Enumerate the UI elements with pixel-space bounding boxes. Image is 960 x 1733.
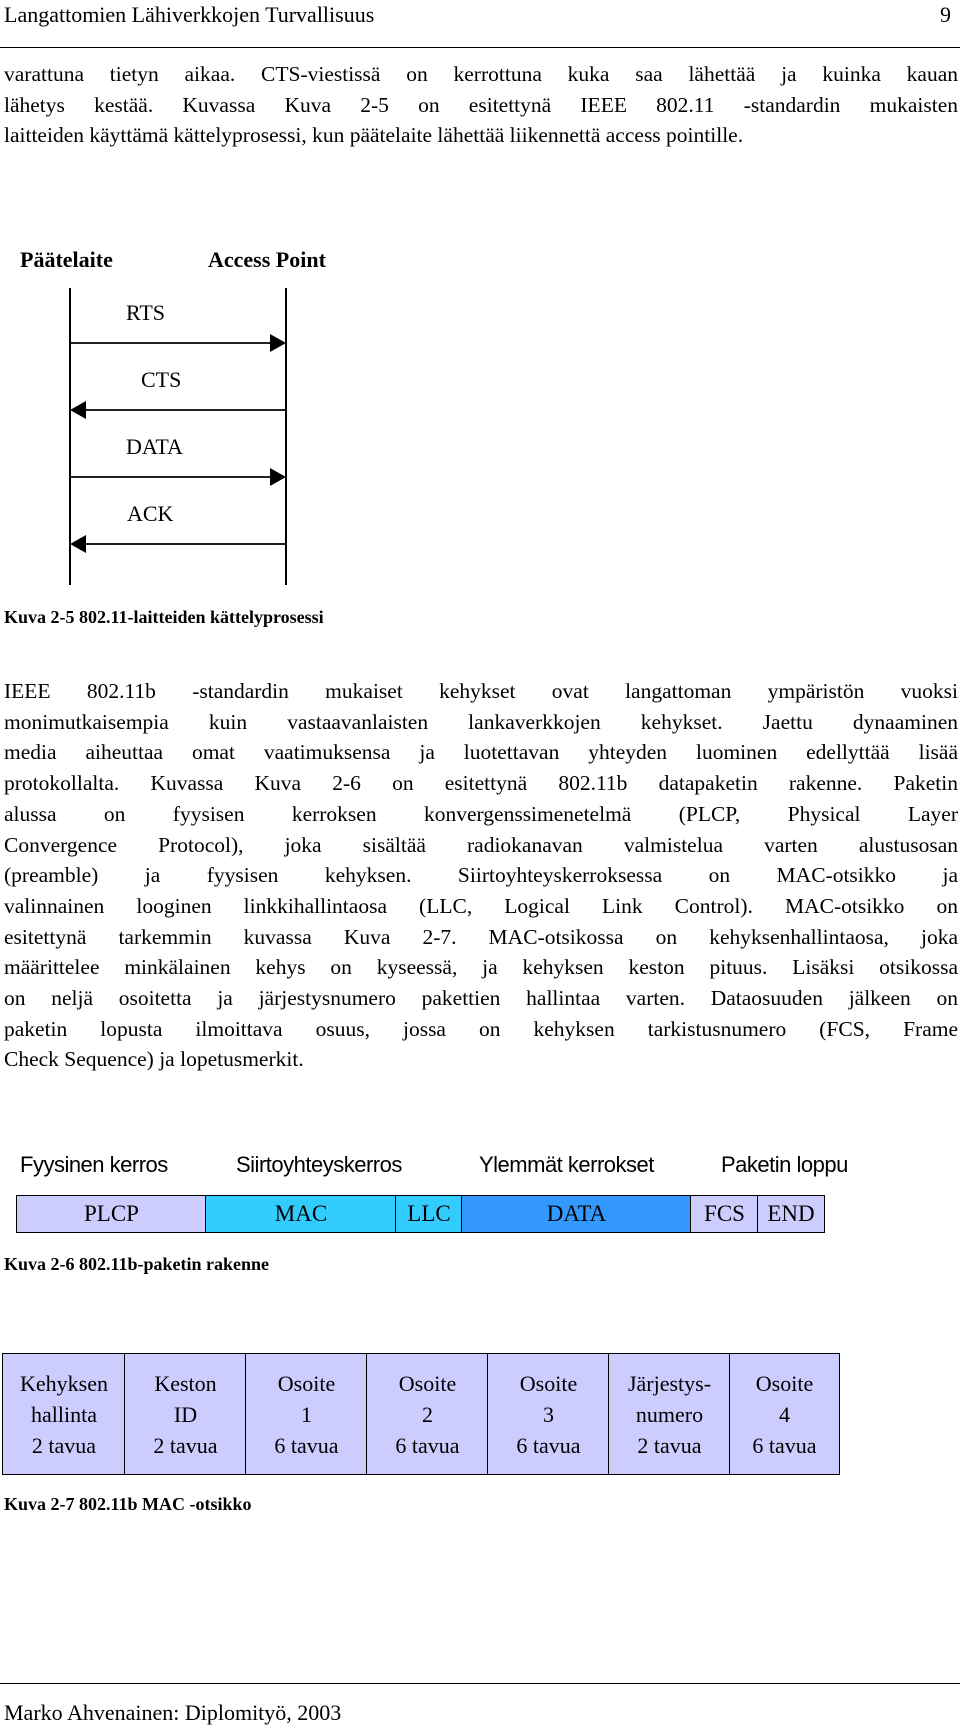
rts-arrow	[70, 334, 286, 352]
mac-field-address-2	[366, 1353, 489, 1475]
mac-field-address-1	[245, 1353, 368, 1475]
mac-field-duration-id	[124, 1353, 247, 1475]
mac-field-size: 6 tavua	[516, 1433, 581, 1458]
body-paragraph	[4, 676, 958, 1075]
footer-rule	[0, 1683, 960, 1684]
header-rule	[0, 47, 960, 48]
figure-caption-2-7: Kuva 2-7 802.11b MAC -otsikko	[4, 1494, 252, 1514]
message-label-data: DATA	[126, 434, 183, 459]
layer-label-datalink: Siirtoyhteyskerros	[236, 1152, 402, 1177]
body-line: esitettynä tarkemmin kuvassa Kuva 2-7. MAC-otsikossa on kehyksenhallintaosa, joka	[4, 924, 958, 949]
message-label-ack: ACK	[127, 501, 174, 526]
body-line: paketin lopusta ilmoittava osuus, jossa on kehyksen tarkistusnumero (FCS, Frame	[4, 1016, 958, 1041]
body-line: Convergence Protocol), joka sisältää radiokanavan valmistelua varten alustusosan	[4, 832, 958, 857]
ack-arrow	[70, 535, 286, 553]
packet-segment-fcs: FCS	[690, 1195, 759, 1233]
body-line: media aiheuttaa omat vaatimuksensa ja luotettavan yhteyden luominen edellyttää lisää	[4, 740, 958, 765]
layer-label-packet-end: Paketin loppu	[721, 1152, 848, 1177]
mac-field-name: Osoite	[398, 1371, 457, 1396]
body-line: (preamble) ja fyysisen kehyksen. Siirtoyhteyskerroksessa on MAC-otsikko ja	[4, 863, 958, 888]
mac-field-name: Osoite	[755, 1371, 814, 1396]
message-label-rts: RTS	[126, 300, 166, 325]
figure-caption-2-5: Kuva 2-5 802.11-laitteiden kättelyprosessi	[4, 607, 324, 627]
page-number: 9	[940, 2, 951, 27]
mac-field-name: Keston	[154, 1371, 217, 1396]
body-line: Check Sequence) ja lopetusmerkit.	[4, 1047, 304, 1072]
packet-segment-plcp: PLCP	[16, 1195, 207, 1233]
packet-segment-data: DATA	[461, 1195, 692, 1233]
mac-field-name: 2	[422, 1402, 433, 1427]
mac-field-name: Osoite	[519, 1371, 578, 1396]
packet-segment-end: END	[757, 1195, 825, 1233]
body-line: alussa on fyysisen kerroksen konvergenssimenetelmä (PLCP, Physical Layer	[4, 801, 958, 826]
figure-caption-2-6: Kuva 2-6 802.11b-paketin rakenne	[4, 1254, 270, 1274]
intro-line: lähetys kestää. Kuvassa Kuva 2-5 on esitettynä IEEE 802.11 -standardin mukaisten	[4, 92, 958, 117]
body-line: on neljä osoitetta ja järjestysnumero pakettien hallintaa varten. Dataosuuden jälkeen on	[4, 986, 958, 1011]
intro-line: varattuna tietyn aikaa. CTS-viestissä on kerrottuna kuka saa lähettää ja kuinka kauan	[4, 62, 958, 86]
footer-author: Marko Ahvenainen: Diplomityö, 2003	[4, 1700, 342, 1725]
mac-field-size: 2 tavua	[153, 1433, 218, 1458]
mac-field-name: numero	[635, 1402, 704, 1427]
mac-field-address-4	[729, 1353, 840, 1475]
message-label-cts: CTS	[141, 367, 182, 392]
mac-field-size: 6 tavua	[395, 1433, 460, 1458]
running-header-title: Langattomien Lähiverkkojen Turvallisuus	[4, 2, 375, 27]
body-line: määrittelee minkälainen kehys on kyseessä, ja kehyksen keston pituus. Lisäksi otsikossa	[4, 955, 958, 980]
mac-field-address-3	[487, 1353, 610, 1475]
mac-field-size: 2 tavua	[637, 1433, 702, 1458]
data-arrow	[70, 468, 286, 486]
mac-field-sequence-number	[608, 1353, 731, 1475]
body-line: valinnainen looginen linkkihallintaosa (LLC, Logical Link Control). MAC-otsikko on	[4, 893, 958, 918]
body-line: monimutkaisempia kuin vastaavanlaisten lankaverkkojen kehykset. Jaettu dynaaminen	[4, 709, 958, 734]
mac-field-name: 1	[301, 1402, 312, 1427]
mac-field-name: hallinta	[31, 1402, 97, 1427]
cts-arrow	[70, 401, 286, 419]
body-line: protokollalta. Kuvassa Kuva 2-6 on esitettynä 802.11b datapaketin rakenne. Paketin	[4, 771, 958, 796]
packet-segment-mac: MAC	[205, 1195, 397, 1233]
mac-field-name: Järjestys-	[627, 1371, 712, 1396]
mac-field-name: 4	[779, 1402, 790, 1427]
mac-field-size: 6 tavua	[274, 1433, 339, 1458]
mac-field-frame-control	[2, 1353, 126, 1475]
mac-field-name: ID	[173, 1402, 198, 1427]
mac-field-size: 2 tavua	[31, 1433, 97, 1458]
terminal-label: Päätelaite	[20, 247, 113, 272]
layer-label-physical: Fyysinen kerros	[20, 1152, 168, 1177]
packet-segment-llc: LLC	[395, 1195, 463, 1233]
intro-line: laitteiden käyttämä kättelyprosessi, kun päätelaite lähettää liikennettä access pointille.	[4, 123, 744, 148]
mac-field-name: 3	[543, 1402, 554, 1427]
intro-paragraph	[4, 59, 958, 151]
mac-field-name: Osoite	[277, 1371, 336, 1396]
access-point-label: Access Point	[208, 247, 326, 272]
mac-field-size: 6 tavua	[752, 1433, 817, 1458]
layer-label-upper: Ylemmät kerrokset	[479, 1152, 654, 1177]
body-line: IEEE 802.11b -standardin mukaiset kehykset ovat langattoman ympäristön vuoksi	[4, 679, 958, 703]
mac-field-name: Kehyksen	[20, 1371, 108, 1396]
